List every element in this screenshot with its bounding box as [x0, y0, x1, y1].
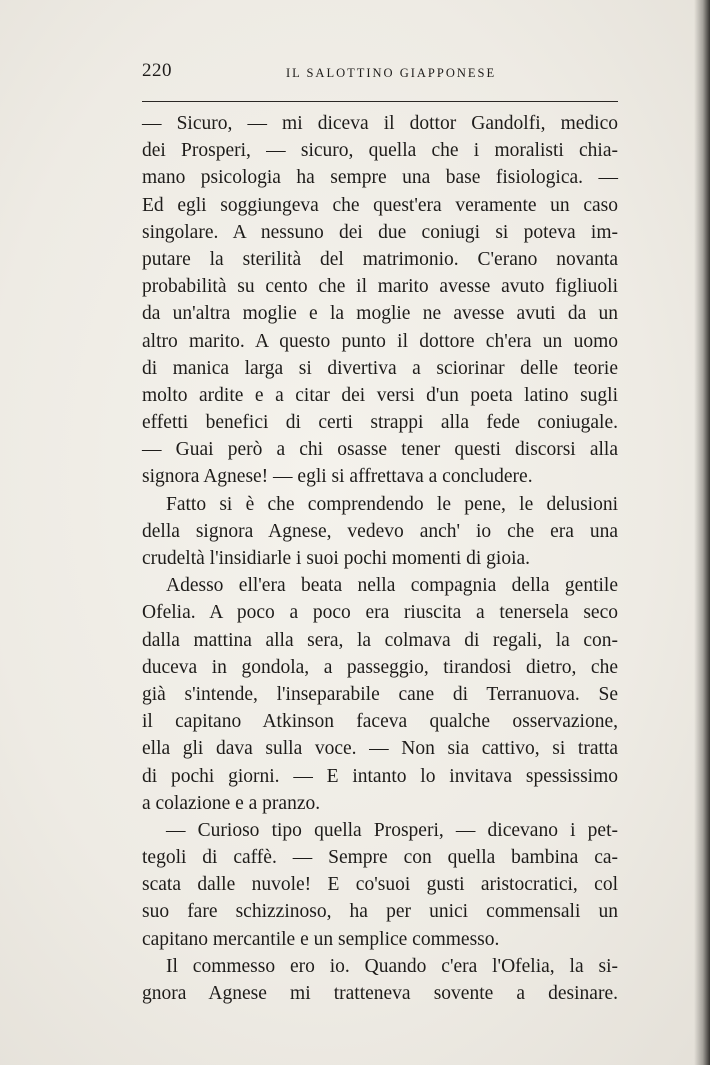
running-title: IL SALOTTINO GIAPPONESE — [286, 66, 497, 80]
text-line: di manica larga si divertiva a sciorinar delle teorie — [142, 357, 618, 379]
text-line: putare la sterilità del matrimonio. C'erano novanta — [142, 248, 618, 270]
text-line: altro marito. A questo punto il dottore ch'era un uomo — [142, 330, 618, 352]
text-line: — Guai però a chi osasse tener questi discorsi alla — [142, 439, 618, 461]
text-line: della signora Agnese, vedevo anch' io che era una — [142, 520, 618, 542]
header-rule — [142, 101, 618, 102]
text-line: Ofelia. A poco a poco era riuscita a tenersela seco — [142, 602, 618, 624]
page-header — [142, 60, 620, 90]
text-line: già s'intende, l'inseparabile cane di Terranuova. Se — [142, 683, 618, 705]
text-line: scata dalle nuvole! E co'suoi gusti aristocratici, col — [142, 874, 618, 896]
text-line: Fatto si è che comprendendo le pene, le delusioni — [166, 493, 618, 515]
text-line: tegoli di caffè. — Sempre con quella bambina ca- — [142, 847, 618, 869]
text-line: il capitano Atkinson faceva qualche osservazione, — [142, 711, 618, 733]
text-line: singolare. A nessuno dei due coniugi si poteva im- — [142, 221, 618, 243]
text-line: mano psicologia ha sempre una base fisiologica. — — [142, 167, 618, 189]
page-edge-shadow — [694, 0, 710, 1065]
text-line: Ed egli soggiungeva che quest'era veramente un caso — [142, 194, 618, 216]
text-line: Adesso ell'era beata nella compagnia della gentile — [166, 575, 618, 597]
text-line: Il commesso ero io. Quando c'era l'Ofelia, la si- — [166, 955, 618, 977]
text-line: probabilità su cento che il marito avesse avuto figliuoli — [142, 276, 618, 298]
text-line: crudeltà l'insidiarle i suoi pochi momenti di gioia. — [142, 548, 531, 569]
text-line: suo fare schizzinoso, ha per unici commensali un — [142, 901, 618, 923]
text-line: dalla mattina alla sera, la colmava di regali, la con- — [142, 629, 618, 651]
text-line: effetti benefici di certi strappi alla fede coniugale. — [142, 412, 618, 434]
text-line: dei Prosperi, — sicuro, quella che i moralisti chia- — [142, 140, 618, 162]
text-line: capitano mercantile e un semplice commesso. — [142, 928, 500, 950]
text-line: da un'altra moglie e la moglie ne avesse avuti da un — [142, 303, 618, 325]
text-line: gnora Agnese mi tratteneva sovente a desinare. — [142, 983, 618, 1004]
text-line: molto ardite e a citar dei versi d'un poeta latino sugli — [142, 384, 618, 406]
text-line: di pochi giorni. — E intanto lo invitava spessissimo — [142, 765, 618, 787]
text-line: a colazione e a pranzo. — [142, 792, 321, 814]
page-number: 220 — [142, 60, 172, 81]
body-text — [142, 110, 618, 1007]
text-line: — Curioso tipo quella Prosperi, — dicevano i pet- — [166, 819, 618, 841]
text-line: duceva in gondola, a passeggio, tirandosi dietro, che — [142, 656, 618, 678]
text-line: ella gli dava sulla voce. — Non sia cattivo, si tratta — [142, 738, 618, 760]
text-line: signora Agnese! — egli si affrettava a concludere. — [142, 466, 533, 488]
text-line: — Sicuro, — mi diceva il dottor Gandolfi, medico — [142, 113, 618, 134]
